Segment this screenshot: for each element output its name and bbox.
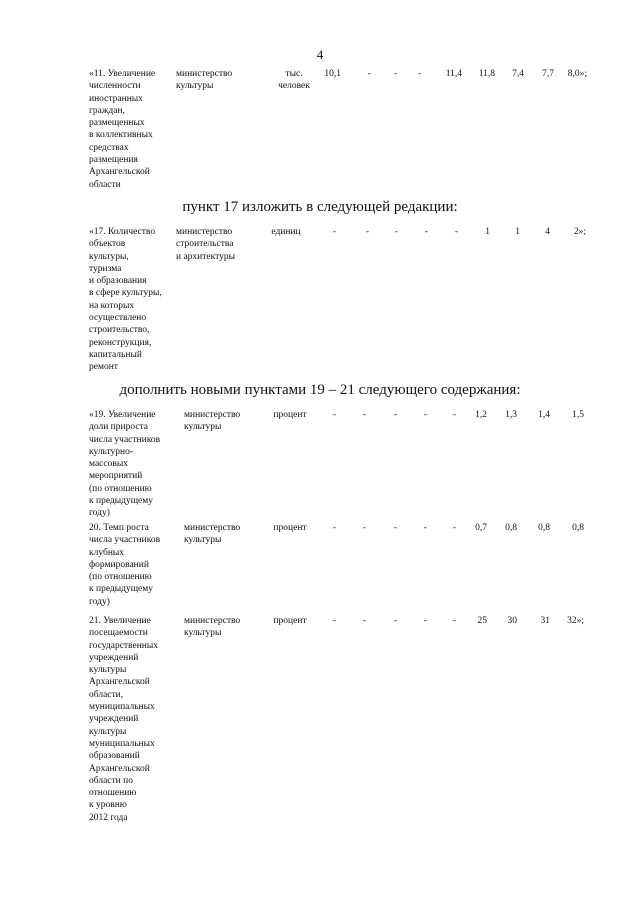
row-value: 1,4 xyxy=(538,410,550,420)
row-value: 1,3 xyxy=(505,410,517,420)
row-name: «17. Количество объектов культуры, туризма и образования в сфере культуры, на которых осуществлено строительство, реконструкция, капитальный ремонт xyxy=(89,227,162,373)
row-name: «19. Увеличение доли прироста числа участников культурно- массовых мероприятий (по отношению к предыдущему году) xyxy=(89,410,161,519)
row-unit: процент xyxy=(273,523,307,533)
row-value: 0,8 xyxy=(538,523,550,533)
row-value: - xyxy=(424,227,428,237)
row-value: - xyxy=(362,410,366,420)
row-value: - xyxy=(362,523,366,533)
row-value: - xyxy=(393,523,397,533)
row-ministry: министерство строительства и архитектуры xyxy=(176,227,236,262)
section-heading: пункт 17 изложить в следующей редакции: xyxy=(182,199,458,215)
page-number: 4 xyxy=(316,47,324,62)
row-ministry: министерство культуры xyxy=(184,410,241,433)
row-name: «11. Увеличение численности иностранных граждан, размещенных в коллективных средствах размещения Архангельской области xyxy=(89,69,156,190)
row-value: - xyxy=(394,227,398,237)
row-value: - xyxy=(362,616,366,626)
row-value: - xyxy=(332,616,336,626)
row-value: 8,0»; xyxy=(567,69,587,79)
row-value: - xyxy=(423,616,427,626)
section-heading: дополнить новыми пунктами 19 – 21 следующего содержания: xyxy=(119,382,521,398)
row-value: 1,2 xyxy=(475,410,487,420)
row-value: - xyxy=(423,523,427,533)
row-value: 1 xyxy=(515,227,520,237)
row-value: - xyxy=(393,410,397,420)
row-value: 10,1 xyxy=(324,69,341,79)
row-value: - xyxy=(452,523,456,533)
row-value: - xyxy=(423,410,427,420)
row-value: - xyxy=(417,69,421,79)
row-unit: процент xyxy=(273,616,307,626)
row-name: 20. Темп роста числа участников клубных формирований (по отношению к предыдущему году) xyxy=(89,523,161,607)
row-ministry: министерство культуры xyxy=(176,69,233,92)
row-value: - xyxy=(367,69,371,79)
row-value: 11,4 xyxy=(445,69,462,79)
row-value: 30 xyxy=(507,616,517,626)
row-value: - xyxy=(332,227,336,237)
row-ministry: министерство культуры xyxy=(184,616,241,639)
row-value: - xyxy=(452,616,456,626)
row-unit: тыс. человек xyxy=(278,69,310,92)
row-value: 0,7 xyxy=(475,523,487,533)
row-value: 1 xyxy=(485,227,490,237)
row-value: 1,5 xyxy=(572,410,584,420)
row-value: 0,8 xyxy=(572,523,584,533)
row-value: - xyxy=(332,523,336,533)
row-value: 7,4 xyxy=(512,69,524,79)
row-ministry: министерство культуры xyxy=(184,523,241,546)
row-unit: единиц xyxy=(271,227,301,237)
row-value: 2»; xyxy=(573,227,586,237)
row-value: 32»; xyxy=(567,616,584,626)
row-value: 4 xyxy=(545,227,550,237)
row-value: - xyxy=(452,410,456,420)
row-value: 31 xyxy=(540,616,550,626)
row-value: - xyxy=(393,616,397,626)
row-unit: процент xyxy=(273,410,307,420)
row-value: - xyxy=(393,69,397,79)
row-value: - xyxy=(332,410,336,420)
row-value: 11,8 xyxy=(478,69,495,79)
row-value: 25 xyxy=(477,616,487,626)
row-value: - xyxy=(454,227,458,237)
row-value: 0,8 xyxy=(505,523,517,533)
row-value: - xyxy=(365,227,369,237)
row-value: 7,7 xyxy=(542,69,554,79)
row-name: 21. Увеличение посещаемости государственных учреждений культуры Архангельской области, муниципальных учреждений культуры муниципальных образований Архангельской области по отношению к уровню 2012 года xyxy=(89,616,159,823)
